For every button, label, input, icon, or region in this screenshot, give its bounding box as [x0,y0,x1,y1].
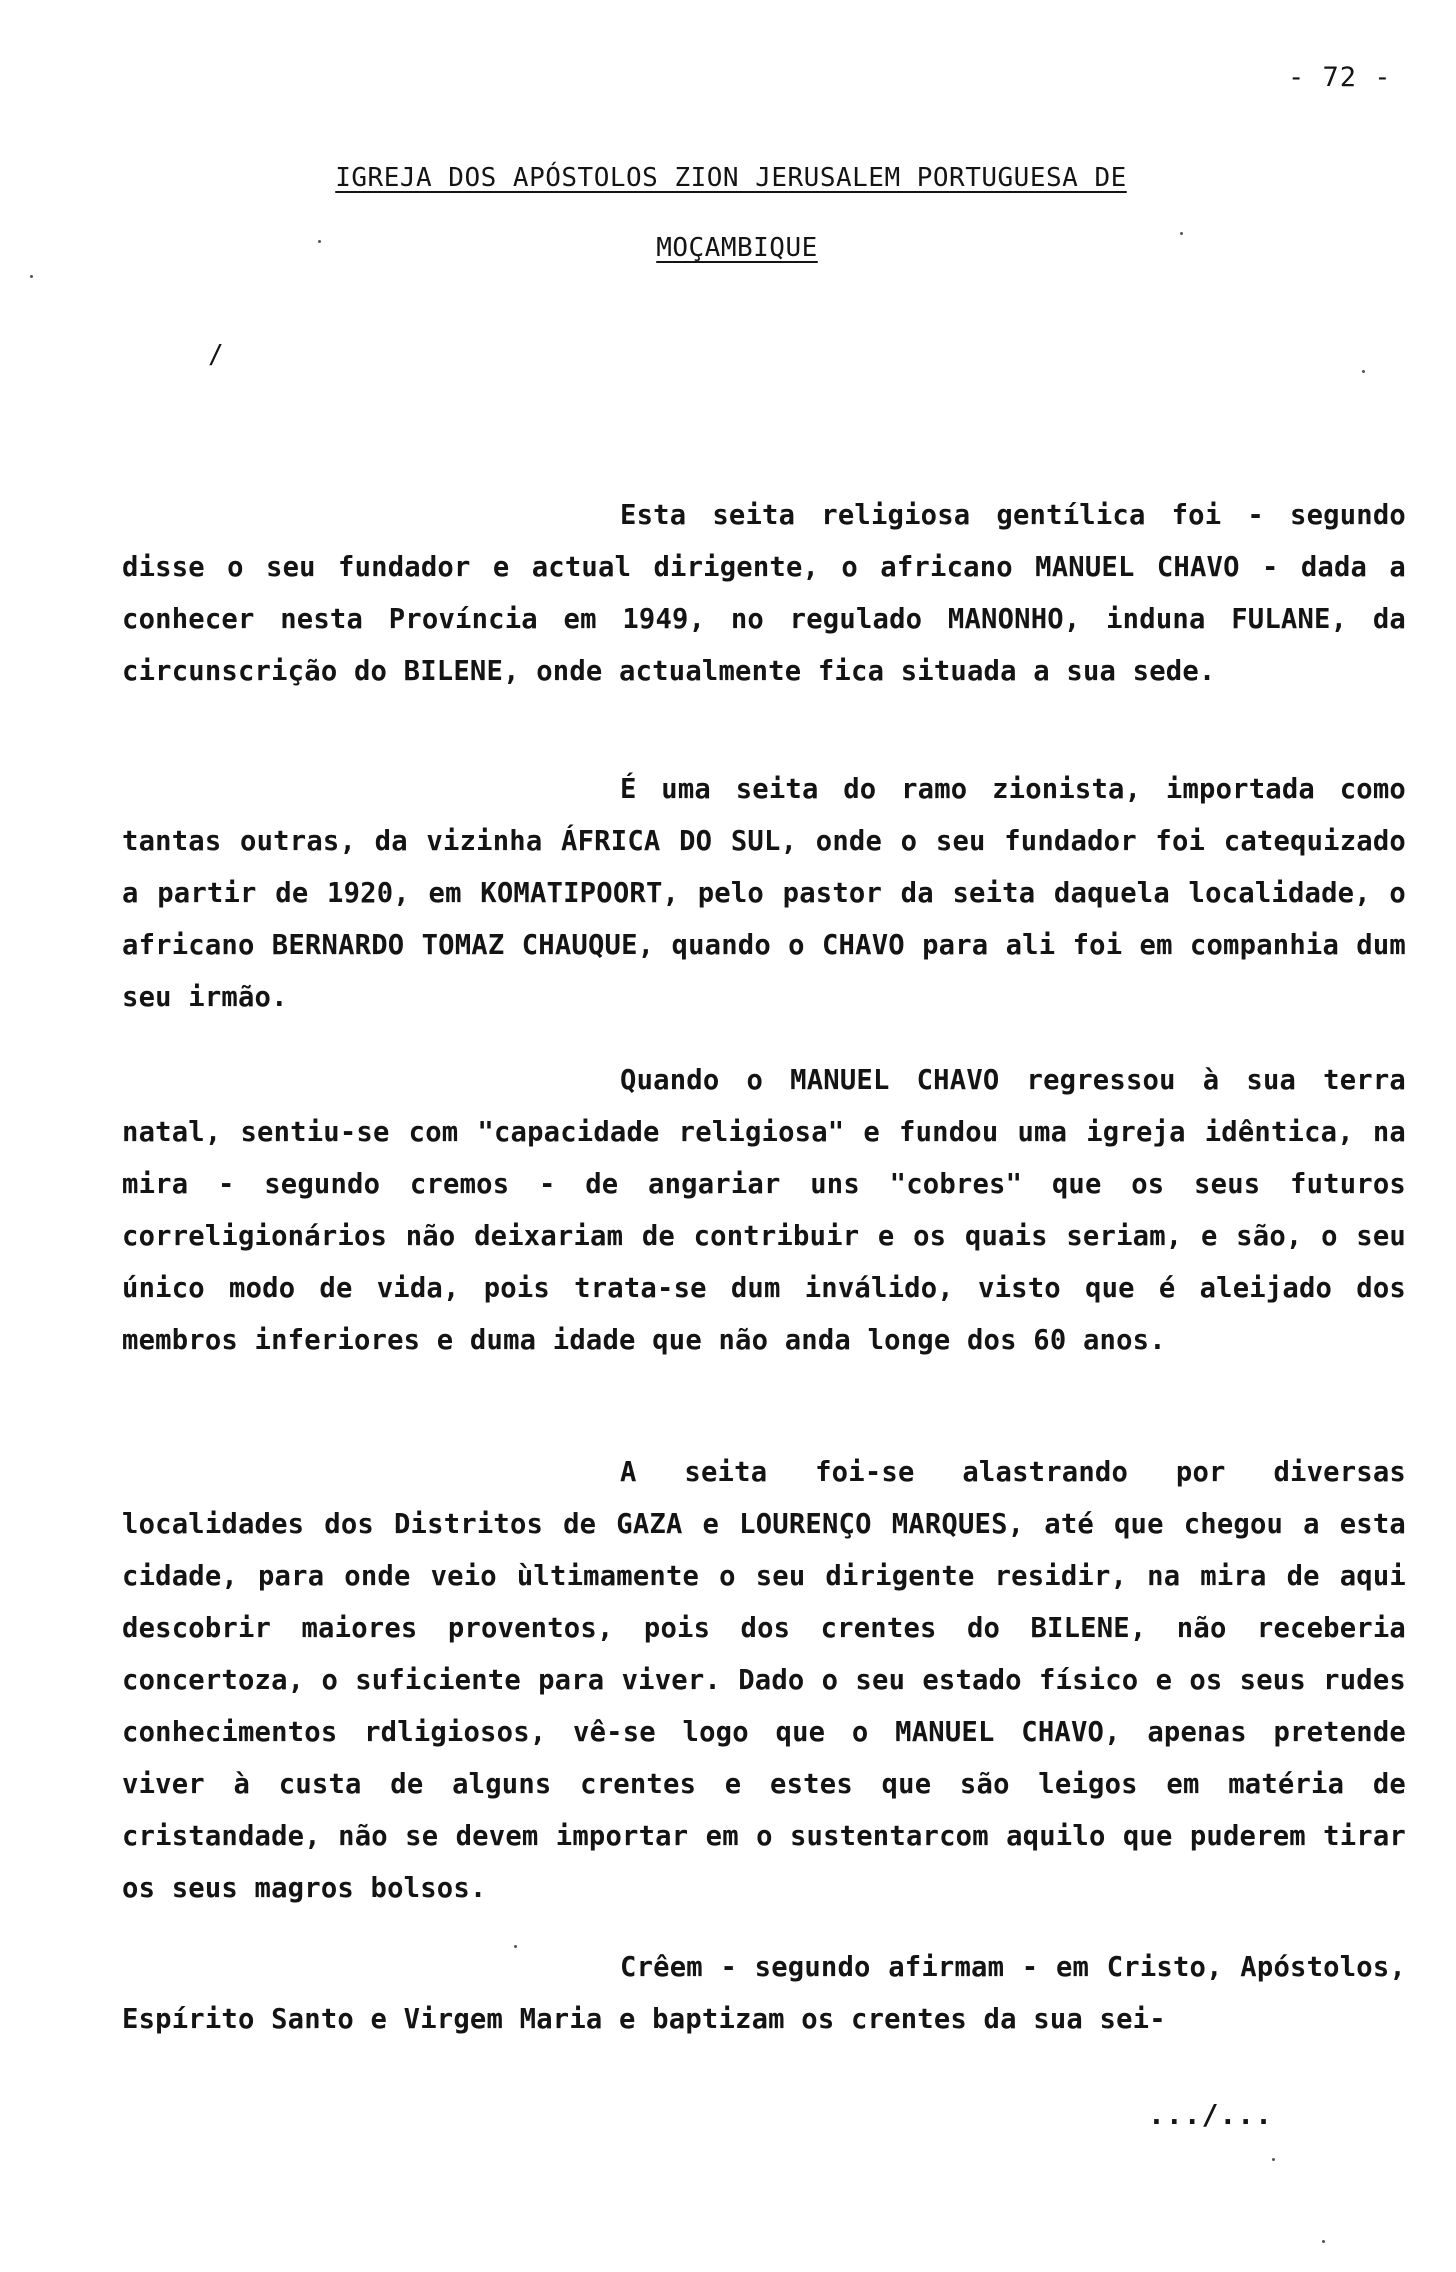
scan-speck [318,240,321,243]
document-title-line-1: IGREJA DOS APÓSTOLOS ZION JERUSALEM PORTUGUESA DE [335,163,1127,193]
stray-pen-mark: / [208,340,224,370]
scan-speck [514,1945,517,1948]
scan-speck [1322,2240,1325,2243]
paragraph-2: É uma seita do ramo zionista, importada como tantas outras, da vizinha ÁFRICA DO SUL, onde o seu fundador foi catequizado a partir de 1920, em KOMATIPOORT, pelo pastor da seita daquela localidade, o africano BERNARDO TOMAZ CHAUQUE, quando o CHAVO para ali foi em companhia dum seu irmão. [122,774,1406,1013]
paragraph-3: Quando o MANUEL CHAVO regressou à sua terra natal, sentiu-se com "capacidade religiosa" e fundou uma igreja idêntica, na mira - segundo cremos - de angariar uns "cobres" que os seus futuros correligionários não deixariam de contribuir e os quais seriam, e são, o seu único modo de vida, pois trata-se dum inválido, visto que é aleijado dos membros inferiores e duma idade que não anda longe dos 60 anos. [122,1065,1406,1356]
scan-speck [1272,2158,1275,2161]
paragraph-1: Esta seita religiosa gentílica foi - segundo disse o seu fundador e actual dirigente, o africano MANUEL CHAVO - dada a conhecer nesta Província em 1949, no regulado MANONHO, induna FULANE, da circunscrição do BILENE, onde actualmente fica situada a sua sede. [122,500,1406,687]
scan-speck [1180,232,1183,235]
paragraph-4: A seita foi-se alastrando por diversas localidades dos Distritos de GAZA e LOURENÇO MARQUES, até que chegou a esta cidade, para onde veio ùltimamente o seu dirigente residir, na mira de aqui descobrir maiores proventos, pois dos crentes do BILENE, não receberia concertoza, o suficiente para viver. Dado o seu estado físico e os seus rudes conhecimentos rdligiosos, vê-se logo que o MANUEL CHAVO, apenas pretende viver à custa de alguns crentes e estes que são leigos em matéria de cristandade, não se devem importar em o sustentarcom aquilo que puderem tirar os seus magros bolsos. [122,1457,1406,1904]
scan-speck [30,275,33,278]
document-title-line-2: MOÇAMBIQUE [656,233,818,263]
scan-speck [1362,370,1365,373]
page-number: - 72 - [1288,62,1392,93]
continuation-mark: .../... [1148,2098,1274,2131]
paragraph-5: Crêem - segundo afirmam - em Cristo, Apóstolos, Espírito Santo e Virgem Maria e baptizam os crentes da sua sei- [122,1952,1406,2035]
